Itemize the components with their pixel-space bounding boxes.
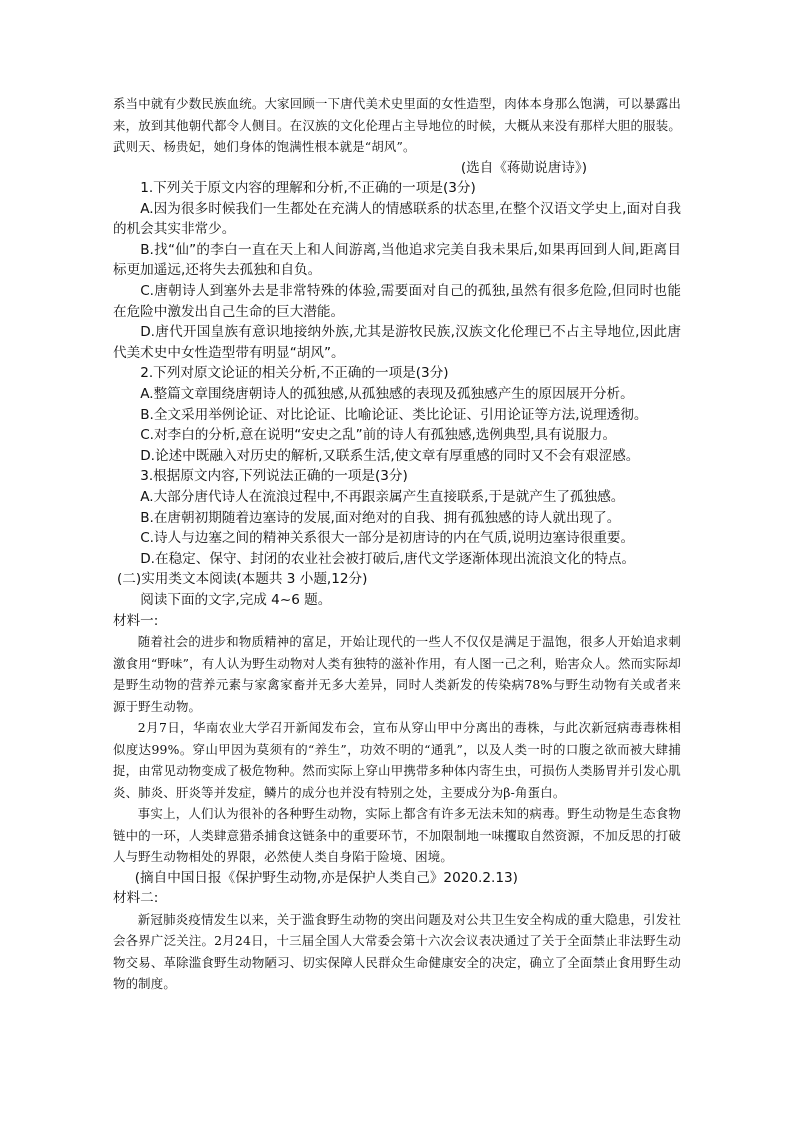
material-label: 材料一: [113,612,159,629]
option-d: D.唐代开国皇族有意识地接纳外族,尤其是游牧民族,汉族文化伦理已不占主导地位,因此唐代美术史中女性造型带有明显“胡风”。 [113,324,681,361]
material-paragraph: 2月7日，华南农业大学召开新闻发布会，宣布从穿山甲中分离出的毒株，与此次新冠病毒毒株相似度达99%。穿山甲因为莫须有的“养生”，功效不明的“通乳”，以及人类一时的口腹之欲而被大肆捕捉，由常见动物变成了极危物种。然而实际上穿山甲携带多种体内寄生虫，可损伤人类肠胃并引发心肌炎、肺炎、肝炎等并发症，鳞片的成分也并没有特别之处，主要成分为β-角蛋白。 [113,720,681,800]
option-c: C.唐朝诗人到塞外去是非常特殊的体验,需要面对自己的孤独,虽然有很多危险,但同时也能在危险中激发出自己生命的巨大潜能。 [113,283,681,320]
passage-source: (选自《蒋勋说唐诗》) [460,159,587,176]
question-stem: 2.下列对原文论证的相关分析,不正确的一项是(3分) [140,365,449,382]
question-3 [113,466,681,569]
option-a: A.整篇文章围绕唐朝诗人的孤独感,从孤独感的表现及孤独感产生的原因展开分析。 [140,386,634,403]
material-paragraph: 随着社会的进步和物质精神的富足，开始让现代的一些人不仅仅是满足于温饱，很多人开始追求刺激食用“野味”，有人认为野生动物对人类有独特的滋补作用，有人图一己之利，贻害众人。然而实际却是野生动物的营养元素与家禽家畜并无多大差异，同时人类新发的传染病78%与野生动物有关或者来源于野生动物。 [113,634,681,714]
material-body [113,631,681,868]
question-stem: 3.根据原文内容,下列说法正确的一项是(3分) [140,468,408,485]
question-stem: 1.下列关于原文内容的理解和分析,不正确的一项是(3分) [140,180,476,197]
passage-tail-text: 系当中就有少数民族血统。大家回顾一下唐代美术史里面的女性造型，肉体本身那么饱满，可以暴露出来，放到其他朝代都令人侧目。在汉族的文化伦理占主导地位的时候，大概从来没有那样大胆的服装。武则天、杨贵妃，她们身体的饱满性根本就是“胡风”。 [113,96,681,154]
passage-tail [113,93,681,158]
material-paragraph: 新冠肺炎疫情发生以来，关于滥食野生动物的突出问题及对公共卫生安全构成的重大隐患，引发社会各界广泛关注。2月24日，十三届全国人大常委会第十六次会议表决通过了关于全面禁止非法野生动物交易、革除滥食野生动物陋习、切实保障人民群众生命健康安全的决定，确立了全面禁止食用野生动物的制度。 [113,911,681,992]
option-c: C.诗人与边塞之间的精神关系很大一部分是初唐诗的内在气质,说明边塞诗很重要。 [140,530,635,547]
material-1 [113,611,681,889]
material-2 [113,888,681,995]
option-b: B.找“仙”的李白一直在天上和人间游离,当他追求完美自我未果后,如果再回到人间,距离目标更加遥远,还将失去孤独和自负。 [113,241,681,279]
option-b: B.全文采用举例论证、对比论证、比喻论证、类比论证、引用论证等方法,说理透彻。 [140,406,648,423]
option-a: A.因为很多时候我们一生都处在充满人的情感联系的状态里,在整个汉语文学史上,面对自我的机会其实非常少。 [113,200,681,238]
section-heading: (二)实用类文本阅读(本题共 3 小题,12分) [117,571,368,588]
option-b: B.在唐朝初期随着边塞诗的发展,面对绝对的自我、拥有孤独感的诗人就出现了。 [140,509,621,526]
option-d: D.在稳定、保守、封闭的农业社会被打破后,唐代文学逐渐体现出流浪文化的特点。 [140,550,636,567]
option-c: C.对李白的分析,意在说明“安史之乱”前的诗人有孤独感,选例典型,具有说服力。 [140,427,617,444]
material-source: (摘自中国日报《保护野生动物,亦是保护人类自己》2020.2.13) [134,869,518,886]
exam-page [113,93,681,995]
question-2 [113,363,681,466]
option-a: A.大部分唐代诗人在流浪过程中,不再跟亲属产生直接联系,于是就产生了孤独感。 [140,489,625,505]
material-label: 材料二: [113,890,159,907]
option-d: D.论述中既融入对历史的解析,又联系生活,使文章有厚重感的同时又不会有艰涩感。 [140,447,640,464]
section-2 [113,569,681,610]
section-instruction: 阅读下面的文字,完成 4~6 题。 [140,591,332,608]
material-paragraph: 事实上，人们认为很补的各种野生动物，实际上都含有许多无法未知的病毒。野生动物是生态食物链中的一环，人类肆意猎杀捕食这链条中的重要环节，不加限制地一味攫取自然资源，不加反思的打破人与野生动物相处的界限，必然使人类自身陷于险境、困境。 [113,806,681,865]
material-body [113,909,681,995]
question-1 [113,178,681,363]
